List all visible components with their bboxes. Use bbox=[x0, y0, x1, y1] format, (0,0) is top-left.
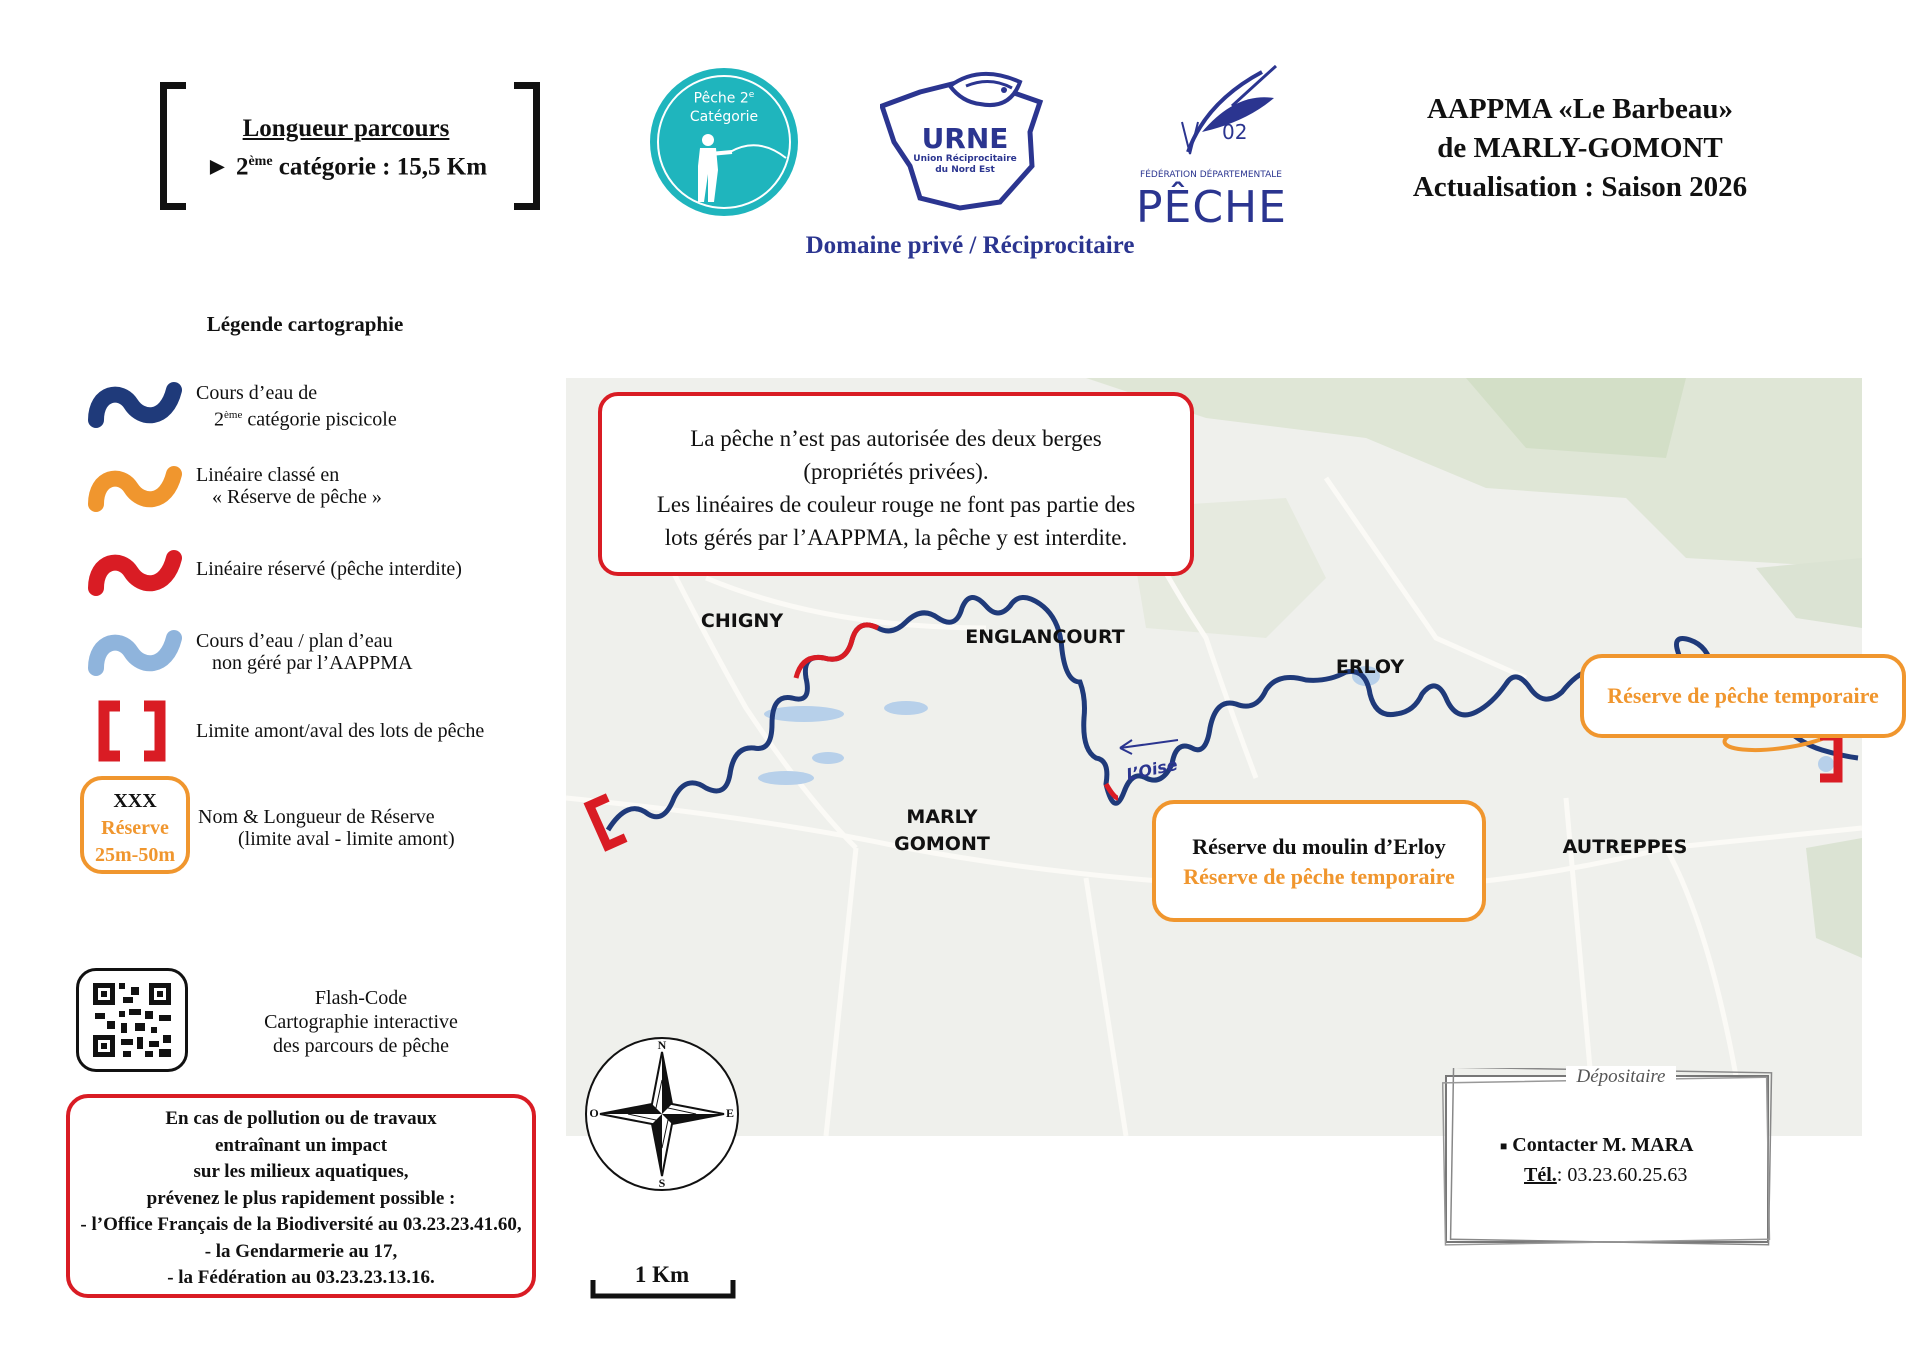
legend-navy-river-symbol bbox=[86, 372, 186, 436]
length-value: ► 2ème catégorie : 15,5 Km bbox=[204, 153, 488, 181]
legend-item-2e-categorie: Cours d’eau de 2ème catégorie piscicole bbox=[196, 382, 397, 431]
length-info bbox=[196, 112, 496, 183]
reserve-temporaire-leader bbox=[1688, 736, 1698, 810]
depositaire-frame bbox=[1442, 1068, 1776, 1248]
town-chigny: CHIGNY bbox=[700, 610, 784, 632]
town-autreppes: AUTREPPES bbox=[1562, 836, 1688, 858]
legend-item-reserve: Linéaire classé en « Réserve de pêche » bbox=[196, 464, 382, 508]
town-englancourt: ENGLANCOURT bbox=[965, 626, 1125, 648]
organisation-title: AAPPMA «Le Barbeau» de MARLY-GOMONT Actualisation : Saison 2026 bbox=[1412, 93, 1748, 203]
header-bracket-right bbox=[514, 82, 540, 210]
legend-orange-reserve-symbol bbox=[86, 456, 186, 520]
qr-code[interactable] bbox=[76, 968, 188, 1072]
legend-item-reserve-name: Nom & Longueur de Réserve (limite aval - limite amont) bbox=[198, 806, 455, 850]
peche-2e-categorie-logo: Pêche 2e Catégorie bbox=[648, 66, 800, 218]
legend-item-forbidden: Linéaire réservé (pêche interdite) bbox=[196, 558, 462, 580]
reserve-temporaire-label: Réserve de pêche temporaire bbox=[1580, 654, 1906, 738]
depositaire-title: Dépositaire bbox=[1566, 1066, 1676, 1088]
legend-title: Légende cartographie bbox=[206, 312, 404, 336]
legend-limit-bracket-symbol bbox=[98, 700, 166, 762]
town-marly-gomont: MARLY GOMONT bbox=[894, 806, 990, 855]
depositaire-phone[interactable]: Tél.: 03.23.60.25.63 bbox=[1524, 1164, 1688, 1186]
legend-light-blue-unmanaged-symbol bbox=[86, 620, 186, 684]
pollution-warning-box: En cas de pollution ou de travaux entraînant un impact sur les milieux aquatiques, prévenez le plus rapidement possible : - l’Office Français de la Biodiversité au 03.23.23.41.60, - la Gendarmerie au 17, - la Fédération au 03.23.23.13.16. bbox=[66, 1094, 536, 1298]
scale-label: 1 Km bbox=[634, 1262, 690, 1287]
legend-item-unmanaged: Cours d’eau / plan d’eau non géré par l’AAPPMA bbox=[196, 630, 413, 674]
urne-logo: URNE Union Réciprocitaire du Nord Est bbox=[880, 62, 1050, 212]
reserve-moulin-erloy-label: Réserve du moulin d’Erloy Réserve de pêche temporaire bbox=[1152, 800, 1486, 922]
legend-reserve-sample: XXX Réserve 25m-50m bbox=[80, 776, 190, 874]
header-bracket-left bbox=[160, 82, 186, 210]
no-fishing-warning-box: La pêche n’est pas autorisée des deux berges (propriétés privées). Les linéaires de couleur rouge ne font pas partie des lots gérés par l’AAPPMA, la pêche y est interdite. bbox=[598, 392, 1194, 576]
legend-item-limit: Limite amont/aval des lots de pêche bbox=[196, 720, 485, 742]
domain-label: Domaine privé / Réciprocitaire bbox=[805, 232, 1135, 259]
scale-bar bbox=[590, 1278, 736, 1300]
qr-caption: Flash-Code Cartographie interactive des parcours de pêche bbox=[264, 987, 458, 1057]
length-title: Longueur parcours bbox=[242, 115, 450, 142]
town-erloy: ERLOY bbox=[1335, 656, 1405, 678]
river-label-oise: L’Oise bbox=[1124, 754, 1180, 785]
federation-peche-logo: 02 FÉDÉRATION DÉPARTEMENTALE PÊCHE bbox=[1136, 62, 1286, 232]
compass-rose: N S E O bbox=[584, 1036, 740, 1192]
depositaire-contact: ■ Contacter M. MARA bbox=[1500, 1134, 1694, 1156]
legend-red-forbidden-symbol bbox=[86, 540, 186, 604]
